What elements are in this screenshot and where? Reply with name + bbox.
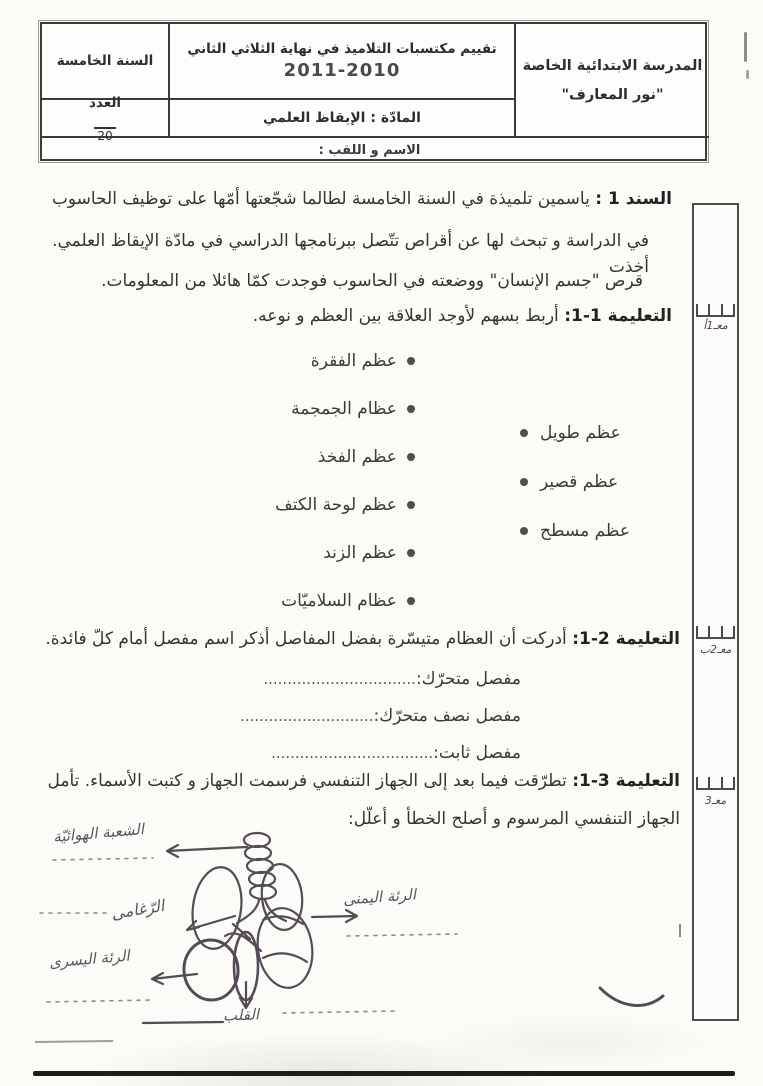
- joint-answer-line: [240, 669, 521, 706]
- instruction-2: [30, 626, 680, 652]
- joint-answer-line: [240, 706, 521, 743]
- scan-artifact: [679, 924, 681, 937]
- criterion-mark-3: معـ3: [704, 794, 727, 807]
- criterion-mark-1: معـ1أ: [703, 319, 728, 332]
- joint-label: مفصل ثابت:: [433, 743, 521, 763]
- school-name-line2: "نور المعارف": [561, 86, 664, 103]
- bullet-icon: [520, 527, 528, 535]
- label-right-lung: الرئة اليمنى: [342, 885, 417, 909]
- respiratory-diagram: [35, 820, 685, 1078]
- bone-item: [275, 577, 415, 625]
- situation-line-2: في الدراسة و تبحث لها عن أقراص تتّصل ببرنامجها الدراسي في مادّة الإيقاظ العلمي. أخذت: [52, 231, 649, 277]
- bone-types-list: [520, 408, 630, 555]
- bone-type-label: عظم مسطح: [540, 520, 630, 541]
- bullet-icon: [520, 478, 528, 486]
- scan-artifact: [746, 70, 749, 79]
- situation-text-1: ياسمين تلميذة في السنة الخامسة لطالما شجّعتها أمّها على توظيف الحاسوب: [51, 189, 590, 209]
- answer-dots: ..................................: [271, 744, 434, 762]
- bone-item: [275, 337, 415, 385]
- bullet-icon: [407, 357, 415, 365]
- situation-line-3: قرص "جسم الإنسان" ووضعته في الحاسوب فوجدت كمّا هائلا من المعلومات.: [101, 271, 643, 291]
- grade-tick-boxes-1: [696, 304, 735, 317]
- label-heart: القلب: [222, 1005, 260, 1025]
- joint-answers: [240, 669, 521, 780]
- instruction-2-label: التعليمة 2-1:: [572, 629, 680, 649]
- instruction-2-text: أدركت أن العظام متيسّرة بفضل المفاصل أذكر اسم مفصل أمام كلّ فائدة.: [45, 629, 567, 649]
- header-table: [40, 22, 707, 161]
- score-label: العدد: [88, 94, 122, 111]
- scan-edge-line: [33, 1071, 735, 1076]
- bone-type-label: عظم قصير: [540, 471, 619, 492]
- student-name-field: الاسم و اللقب :: [318, 143, 421, 158]
- instruction-3: [30, 768, 680, 794]
- bone-label: عظم لوحة الكتف: [275, 495, 397, 515]
- score-box: [42, 94, 170, 143]
- school-name: [516, 24, 709, 138]
- bone-type-item: [520, 506, 630, 555]
- bone-item: [275, 481, 415, 529]
- exam-title: تقييم مكتسبات التلاميذ في نهاية الثلاثي الثاني: [187, 41, 497, 57]
- grade-level: السنة الخامسة: [42, 24, 170, 100]
- situation-line-1: [30, 186, 672, 212]
- bullet-icon: [520, 429, 528, 437]
- school-year: 2011-2010: [283, 60, 401, 81]
- grading-margin-strip: [692, 203, 739, 1021]
- bone-label: عظام الجمجمة: [291, 399, 397, 419]
- instruction-3-label: التعليمة 3-1:: [572, 771, 680, 791]
- instruction-1-label: التعليمة 1-1:: [564, 306, 672, 326]
- lung-sketch: [35, 820, 685, 1078]
- exam-title-cell: [170, 24, 516, 100]
- bone-type-item: [520, 457, 630, 506]
- bone-label: عظام السلاميّات: [281, 591, 397, 611]
- label-bronchus: الشعبة الهوائيّة: [52, 820, 145, 846]
- situation-heading: السند 1 :: [595, 189, 672, 209]
- answer-dots: ............................: [239, 707, 374, 725]
- bullet-icon: [407, 405, 415, 413]
- instruction-3-text-1: تطرّقت فيما بعد إلى الجهاز التنفسي فرسمت الجهاز و كتبت الأسماء. تأمل: [47, 771, 567, 791]
- subject: المادّة : الإيقاظ العلمي: [170, 100, 516, 138]
- bone-label: عظم الزند: [323, 543, 397, 563]
- criterion-mark-2: معـ2ب: [699, 643, 732, 656]
- bullet-icon: [407, 501, 415, 509]
- score-denominator: 20: [97, 128, 113, 143]
- bone-type-label: عظم طويل: [540, 422, 621, 443]
- school-name-line1: المدرسة الابتدائية الخاصة: [522, 57, 703, 74]
- answer-dots: ................................: [263, 670, 416, 688]
- grade-tick-boxes-3: [696, 777, 735, 790]
- score-blank-line: [94, 120, 116, 129]
- instruction-1: [30, 303, 672, 329]
- instruction-1-text: أربط بسهم لأوجد العلاقة بين العظم و نوعه.: [252, 306, 559, 326]
- label-trachea: الرّغامى: [109, 895, 166, 924]
- bone-label: عظم الفقرة: [310, 351, 397, 371]
- bone-item: [275, 433, 415, 481]
- scan-artifact: [744, 32, 747, 62]
- bone-label: عظم الفخذ: [317, 447, 397, 467]
- bullet-icon: [407, 453, 415, 461]
- grade-tick-boxes-2: [696, 626, 735, 639]
- bullet-icon: [407, 549, 415, 557]
- bone-item: [275, 385, 415, 433]
- instruction-3-text-2: الجهاز التنفسي المرسوم و أصلح الخطأ و أعلّل:: [348, 809, 680, 829]
- bone-item: [275, 529, 415, 577]
- joint-label: مفصل نصف متحرّك:: [373, 706, 521, 726]
- bullet-icon: [407, 597, 415, 605]
- joint-label: مفصل متحرّك:: [415, 669, 521, 689]
- bone-type-item: [520, 408, 630, 457]
- label-left-lung: الرئة اليسرى: [48, 946, 131, 972]
- bones-list: [275, 337, 415, 625]
